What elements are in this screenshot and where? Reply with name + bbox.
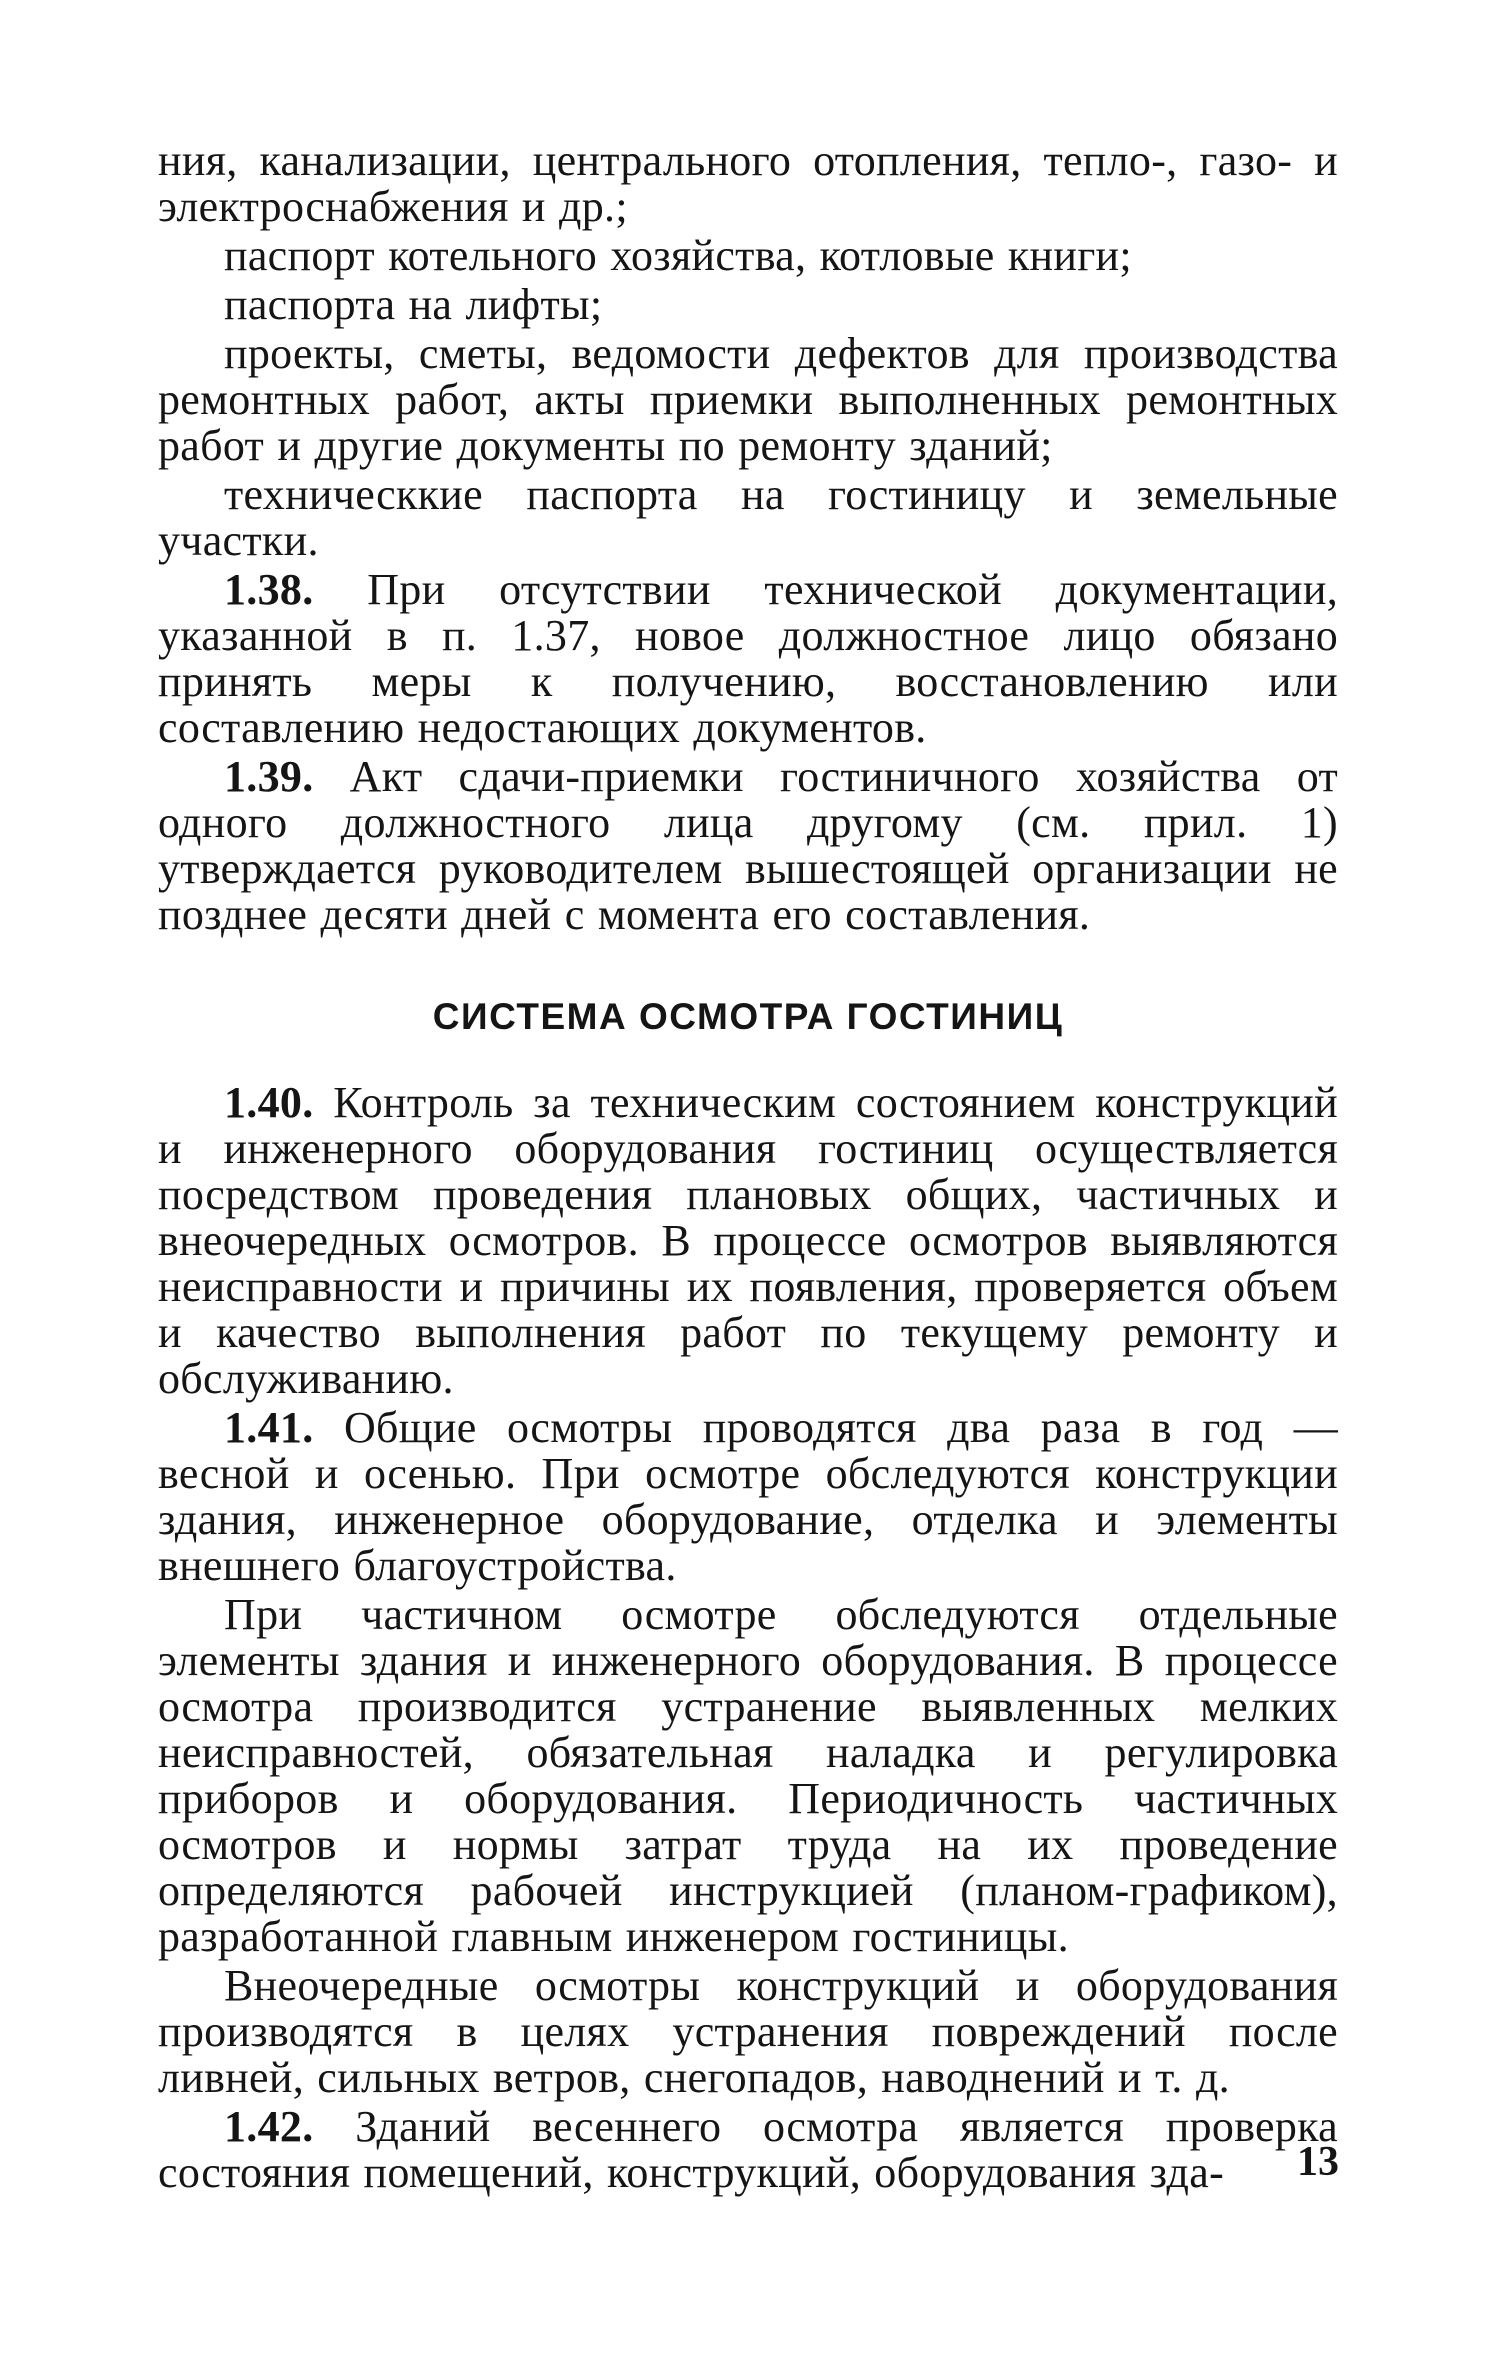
clause-number: 1.38. (224, 565, 314, 614)
paragraph-text: Акт сдачи-приемки гостиничного хозяйства от одного должностного лица другому (см. прил. 1) утверждается руководителем вышестоящей организации не позднее десяти дней с момента его составления. (158, 752, 1338, 939)
paragraph-text: ния, канализации, центрального отопления, тепло-, газо- и электроснабжения и др.; (158, 136, 1338, 231)
paragraphs-top (158, 138, 1338, 938)
paragraph (158, 282, 1338, 328)
clause-number: 1.40. (224, 1078, 314, 1127)
paragraph-text: паспорта на лифты; (224, 280, 603, 329)
document-page (158, 138, 1338, 2199)
paragraph-text: проекты, сметы, ведомости дефектов для производства ремонтных работ, акты приемки выполненных ремонтных работ и другие документы по ремонту зданий; (158, 329, 1338, 470)
paragraph-text: паспорт котельного хозяйства, котловые книги; (224, 231, 1132, 280)
paragraph (158, 1963, 1338, 2101)
paragraph-text: Общие осмотры проводятся два раза в год — весной и осенью. При осмотре обследуются конструкции здания, инженерное оборудование, отделка и элементы внешнего благоустройства. (158, 1403, 1338, 1590)
paragraph-text: При частичном осмотре обследуются отдельные элементы здания и инженерного оборудования. В процессе осмотра производится устранение выявленных мелких неисправностей, обязательная наладка и регулировка приборов и оборудования. Периодичность частичных осмотров и нормы затрат труда на их проведение определяются рабочей инструкцией (планом-графиком), разработанной главным инженером гостиницы. (158, 1590, 1338, 1961)
paragraph-text: Внеочередные осмотры конструкций и оборудования производятся в целях устранения повреждений после ливней, сильных ветров, снегопадов, наводнений и т. д. (158, 1961, 1338, 2102)
paragraph (158, 472, 1338, 564)
paragraph-text: техническкие паспорта на гостиницу и земельные участки. (158, 470, 1338, 565)
paragraph (158, 233, 1338, 279)
paragraph-1-38 (158, 567, 1338, 751)
paragraph-1-41 (158, 1405, 1338, 1589)
paragraph-1-42 (158, 2104, 1338, 2196)
paragraph-text: Контроль за техническим состоянием конструкций и инженерного оборудования гостиниц осуществляется посредством проведения плановых общих, частичных и внеочередных осмотров. В процессе осмотров выявляются неисправности и причины их появления, проверяется объем и качество выполнения работ по текущему ремонту и обслуживанию. (158, 1078, 1338, 1403)
paragraph-text: Зданий весеннего осмотра является проверка состояния помещений, конструкций, оборудования зда- (158, 2102, 1338, 2197)
paragraph-text: При отсутствии технической документации, указанной в п. 1.37, новое должностное лицо обязано принять меры к получению, восстановлению или составлению недостающих документов. (158, 565, 1338, 752)
paragraph (158, 1592, 1338, 1960)
clause-number: 1.39. (224, 752, 314, 801)
paragraph (158, 138, 1338, 230)
paragraph-1-40 (158, 1080, 1338, 1402)
paragraph (158, 331, 1338, 469)
clause-number: 1.42. (224, 2102, 314, 2151)
paragraphs-bottom (158, 1080, 1338, 2196)
clause-number: 1.41. (224, 1403, 314, 1452)
paragraph-1-39 (158, 754, 1338, 938)
page-number: 13 (1297, 2139, 1339, 2185)
section-heading: СИСТЕМА ОСМОТРА ГОСТИНИЦ (432, 996, 1064, 1037)
